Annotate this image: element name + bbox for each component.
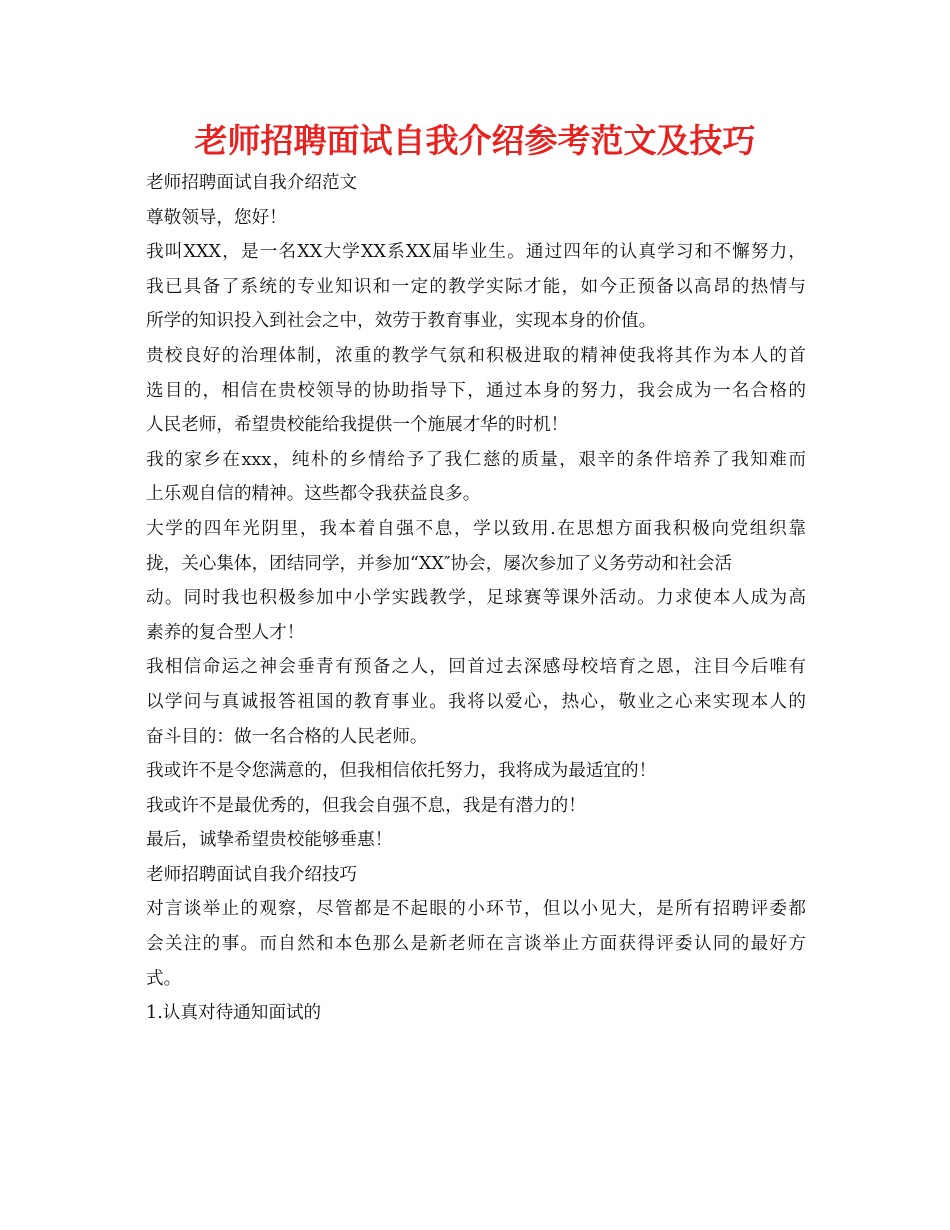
- paragraph-line: 我或许不是令您满意的，但我相信依托努力，我将成为最适宜的！: [146, 761, 657, 782]
- greeting-line: 尊敬领导，您好！: [146, 207, 287, 228]
- paragraph-line: 我叫XXX，是一名XX大学XX系XX届毕业生。通过四年的认真学习和不懈努力，: [146, 242, 806, 263]
- paragraph-line: 素养的复合型人才！: [146, 622, 305, 643]
- paragraph-line: 式。: [146, 968, 182, 989]
- paragraph-line: 拢，关心集体，团结同学，并参加“XX″协会，屡次参加了义务劳动和社会活: [146, 553, 733, 574]
- paragraph-line: 选目的，相信在贵校领导的协助指导下，通过本身的努力，我会成为一名合格的: [146, 380, 806, 401]
- paragraph-line: 动。同时我也积极参加中小学实践教学，足球赛等课外活动。力求使本人成为高: [146, 588, 806, 609]
- paragraph-line: 我已具备了系统的专业知识和一定的教学实际才能，如今正预备以高昂的热情与: [146, 276, 806, 297]
- paragraph-line: 人民老师，希望贵校能给我提供一个施展才华的时机！: [146, 415, 569, 436]
- paragraph-line: 奋斗目的：做一名合格的人民老师。: [146, 726, 428, 747]
- paragraph-line: 我或许不是最优秀的，但我会自强不息，我是有潜力的！: [146, 795, 586, 816]
- paragraph-line: 上乐观自信的精神。这些都令我获益良多。: [146, 484, 481, 505]
- document-body: [146, 166, 806, 1031]
- paragraph-line: 会关注的事。而自然和本色那么是新老师在言谈举止方面获得评委认同的最好方: [146, 934, 806, 955]
- paragraph-line: 大学的四年光阴里，我本着自强不息，学以致用.在思想方面我积极向党组织靠: [146, 518, 806, 539]
- list-item: 1.认真对待通知面试的: [146, 1003, 322, 1024]
- section-heading: 老师招聘面试自我介绍范文: [146, 173, 358, 193]
- paragraph-line: 对言谈举止的观察，尽管都是不起眼的小环节，但以小见大，是所有招聘评委都: [146, 899, 806, 920]
- document-title: 老师招聘面试自我介绍参考范文及技巧: [194, 121, 756, 160]
- paragraph-line: 贵校良好的治理体制，浓重的教学气氛和积极进取的精神使我将其作为本人的首: [146, 345, 806, 366]
- paragraph-line: 所学的知识投入到社会之中，效劳于教育事业，实现本身的价值。: [146, 311, 657, 332]
- paragraph-line: 最后，诚挚希望贵校能够垂惠！: [146, 830, 393, 851]
- section-heading: 老师招聘面试自我介绍技巧: [146, 864, 358, 885]
- paragraph-line: 我的家乡在xxx，纯朴的乡情给予了我仁慈的质量，艰辛的条件培养了我知难而: [146, 449, 806, 470]
- paragraph-line: 以学问与真诚报答祖国的教育事业。我将以爱心，热心，敬业之心来实现本人的: [146, 691, 806, 712]
- paragraph-line: 我相信命运之神会垂青有预备之人，回首过去深感母校培育之恩，注目今后唯有: [146, 657, 806, 678]
